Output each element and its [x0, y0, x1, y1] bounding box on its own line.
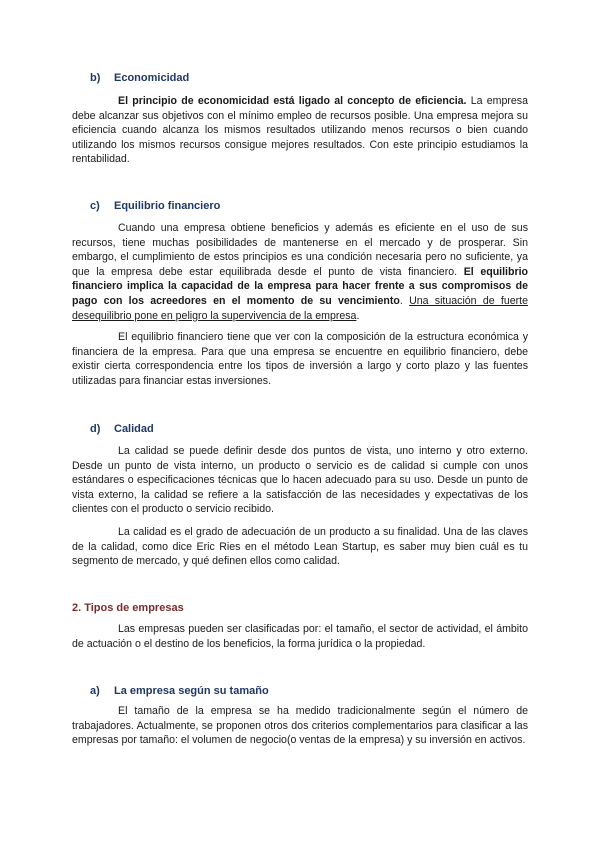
- paragraph-tamano: El tamaño de la empresa se ha medido tradicionalmente según el número de trabajadores. Actualmente, se proponen otros dos criterios complementarios para clasificar a las empresas por tamaño: el volumen de negocio(o ventas de la empresa) y su inversión en activos.: [72, 705, 528, 747]
- heading-label: d): [90, 423, 101, 435]
- heading-title: Equilibrio financiero: [114, 200, 221, 212]
- heading-tipos-de-empresas: 2. Tipos de empresas: [72, 602, 184, 614]
- heading-title: Calidad: [114, 423, 154, 435]
- heading-empresa-segun-tamano: [90, 684, 269, 698]
- paragraph-text: La empresa debe alcanzar sus objetivos con el mínimo empleo de recursos posible. Una empresa mejora su eficiencia cuando alcanza los mismos resultados utilizando menos recursos o bien cuando utilizando los mismos recursos consigue mejores resultados. Con este principio estudiamos la rentabilidad.: [72, 95, 529, 166]
- heading-economicidad: [90, 71, 189, 85]
- heading-label: b): [90, 72, 101, 84]
- paragraph-economicidad: [72, 94, 528, 167]
- paragraph-tipos: Las empresas pueden ser clasificadas por: el tamaño, el sector de actividad, el ámbito de actuación o el destino de los beneficios, la forma jurídica o la propiedad.: [72, 623, 528, 650]
- bold-statement: El principio de economicidad está ligado al concepto de eficiencia.: [118, 95, 467, 107]
- paragraph-text: Cuando una empresa obtiene beneficios y además es eficiente en el uso de sus recursos, tiene muchas posibilidades de mantenerse en el mercado y de prosperar. Sin embargo, el cumplimiento de estos principios es una condición necesaria pero no suficiente, ya que la empresa debe estar equilibrada desde el punto de vista financiero.: [72, 222, 528, 278]
- heading-equilibrio-financiero: [90, 199, 220, 213]
- heading-title: La empresa según su tamaño: [114, 685, 269, 697]
- bold-statement: El equilibrio financiero implica la capacidad de la empresa para hacer frente a sus compromisos de pago con los acreedores en el momento de su vencimiento: [72, 265, 529, 307]
- paragraph-calidad-1: La calidad se puede definir desde dos puntos de vista, uno interno y otro externo. Desde un punto de vista interno, un producto o servicio es de calidad si cumple con unos estándares o especificaciones técnicas que lo hacen adecuado para su uso. Desde un punto de vista externo, la calidad se refiere a la satisfacción de las necesidades y expectativas de los clientes con el producto o servicio recibido.: [72, 445, 528, 516]
- paragraph-text: .: [399, 294, 410, 307]
- heading-calidad: [90, 422, 154, 436]
- underlined-statement: Una situación de fuerte desequilibrio pone en peligro la supervivencia de la empresa: [72, 294, 528, 322]
- heading-title: Economicidad: [114, 72, 190, 84]
- paragraph-equilibrio-1: [72, 221, 528, 323]
- heading-label: c): [90, 200, 100, 212]
- heading-label: a): [90, 685, 100, 697]
- paragraph-calidad-2: La calidad es el grado de adecuación de un producto a su finalidad. Una de las claves de la calidad, como dice Eric Ries en el método Lean Startup, es saber muy bien cuál es tu segmento de mercado, y qué definen ellos como calidad.: [72, 526, 528, 568]
- paragraph-text: .: [356, 309, 360, 322]
- paragraph-equilibrio-2: El equilibrio financiero tiene que ver con la composición de la estructura económica y financiera de la empresa. Para que una empresa se encuentre en equilibrio financiero, debe existir cierta correspondencia entre los tipos de inversión a largo y corto plazo y las fuentes utilizadas para financiar estas inversiones.: [72, 331, 528, 387]
